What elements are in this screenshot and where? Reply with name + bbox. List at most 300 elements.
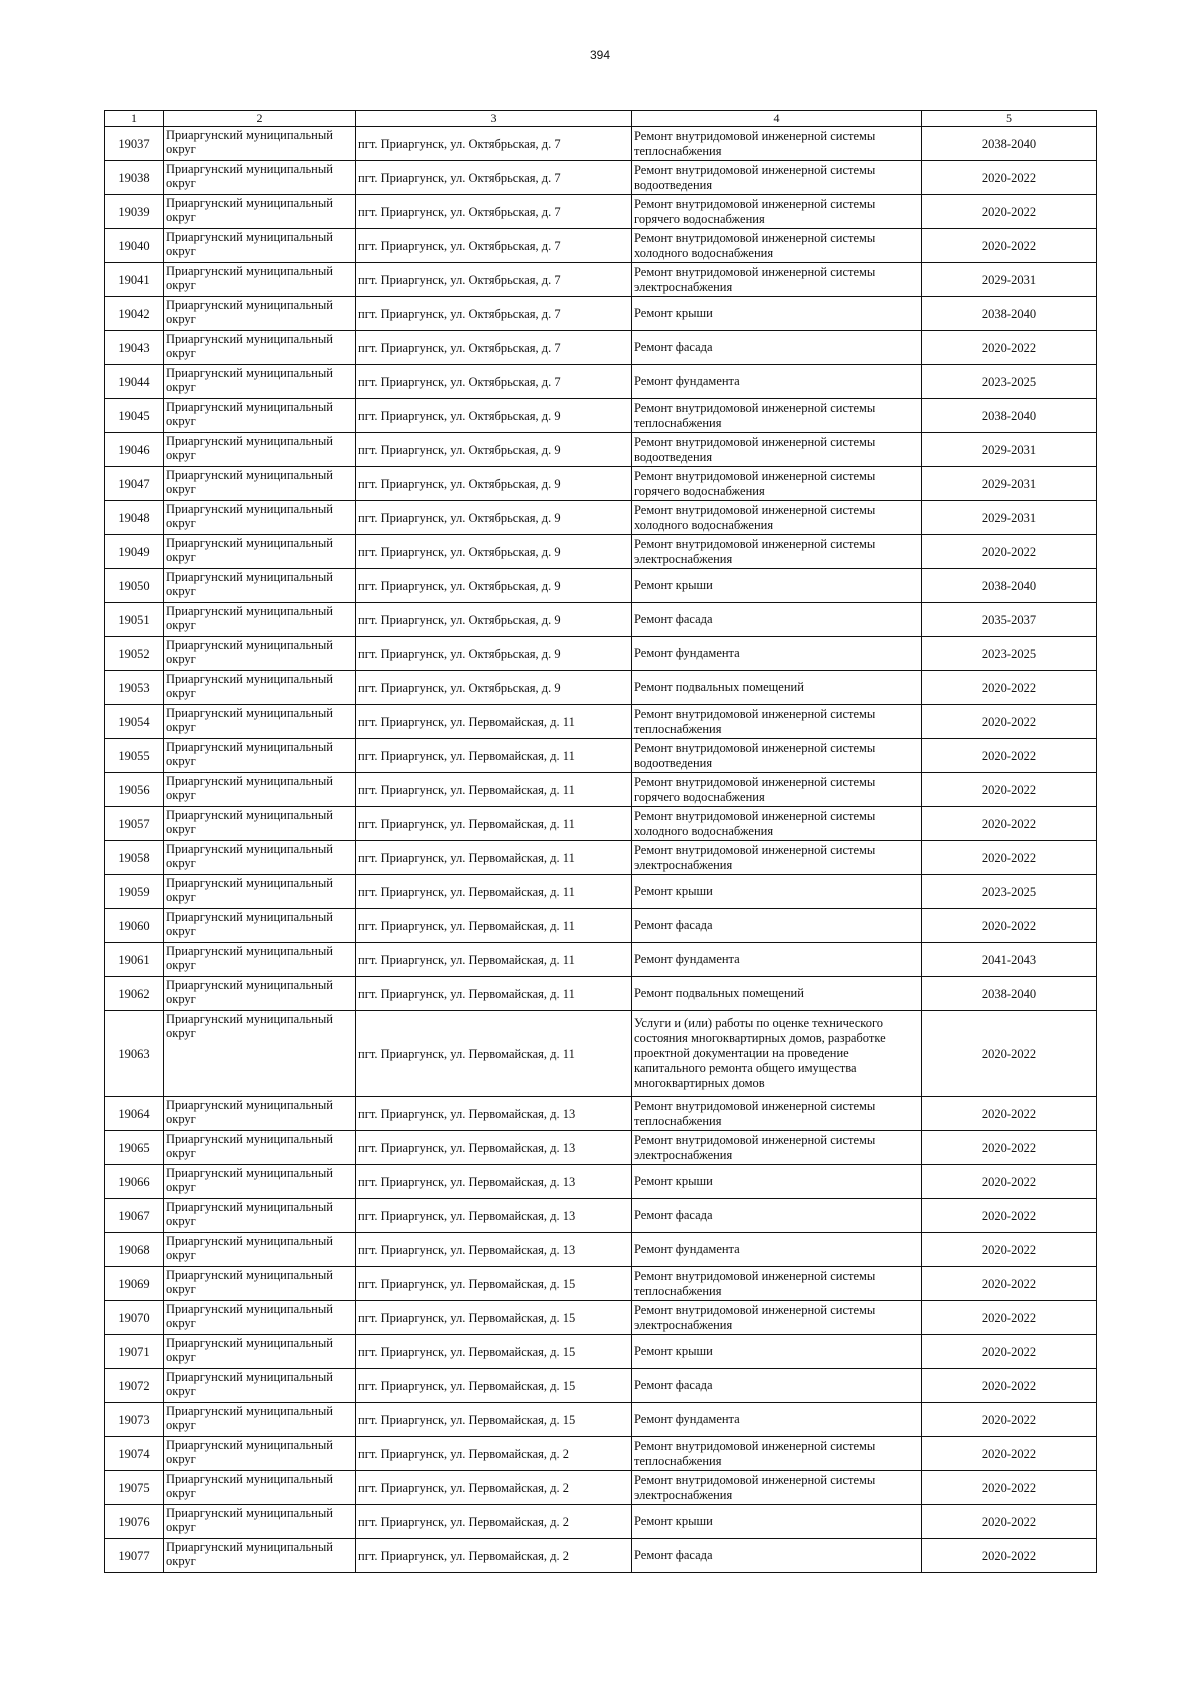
address-cell: пгт. Приаргунск, ул. Октябрьская, д. 9 <box>356 671 632 705</box>
header-col-5: 5 <box>922 111 1097 127</box>
municipality-line-2: округ <box>166 584 196 598</box>
address-cell: пгт. Приаргунск, ул. Октябрьская, д. 7 <box>356 229 632 263</box>
municipality-line-1: Приаргунский муниципальный <box>166 1098 333 1112</box>
address-cell: пгт. Приаргунск, ул. Первомайская, д. 11 <box>356 705 632 739</box>
municipality-line-2: округ <box>166 1350 196 1364</box>
work-type-cell: Ремонт внутридомовой инженерной системы водоотведения <box>632 433 922 467</box>
municipality-line-2: округ <box>166 652 196 666</box>
address-cell: пгт. Приаргунск, ул. Первомайская, д. 15 <box>356 1335 632 1369</box>
table-row <box>105 467 1097 501</box>
address-cell: пгт. Приаргунск, ул. Первомайская, д. 11 <box>356 739 632 773</box>
row-number-cell: 19069 <box>105 1267 164 1301</box>
municipality-line-1: Приаргунский муниципальный <box>166 570 333 584</box>
row-number-cell: 19067 <box>105 1199 164 1233</box>
address-cell: пгт. Приаргунск, ул. Октябрьская, д. 7 <box>356 331 632 365</box>
row-number-cell: 19076 <box>105 1505 164 1539</box>
municipality-line-2: округ <box>166 346 196 360</box>
address-cell: пгт. Приаргунск, ул. Октябрьская, д. 9 <box>356 535 632 569</box>
period-cell: 2020-2022 <box>922 841 1097 875</box>
row-number-cell: 19049 <box>105 535 164 569</box>
row-number-cell: 19056 <box>105 773 164 807</box>
municipality-cell <box>164 1267 356 1301</box>
municipality-line-1: Приаргунский муниципальный <box>166 1438 333 1452</box>
municipality-line-2: округ <box>166 142 196 156</box>
period-cell: 2020-2022 <box>922 195 1097 229</box>
work-type-cell: Ремонт подвальных помещений <box>632 671 922 705</box>
period-cell: 2020-2022 <box>922 161 1097 195</box>
work-type-cell: Ремонт фасада <box>632 1199 922 1233</box>
municipality-line-2: округ <box>166 924 196 938</box>
municipality-line-2: округ <box>166 1248 196 1262</box>
row-number-cell: 19040 <box>105 229 164 263</box>
municipality-line-1: Приаргунский муниципальный <box>166 1132 333 1146</box>
work-type-cell: Ремонт крыши <box>632 569 922 603</box>
row-number-cell: 19061 <box>105 943 164 977</box>
row-number-cell: 19057 <box>105 807 164 841</box>
address-cell: пгт. Приаргунск, ул. Первомайская, д. 11 <box>356 807 632 841</box>
municipality-line-2: округ <box>166 788 196 802</box>
municipality-line-2: округ <box>166 1146 196 1160</box>
row-number-cell: 19048 <box>105 501 164 535</box>
table-row <box>105 739 1097 773</box>
municipality-cell <box>164 739 356 773</box>
table-row <box>105 1505 1097 1539</box>
municipality-cell <box>164 1437 356 1471</box>
address-cell: пгт. Приаргунск, ул. Первомайская, д. 2 <box>356 1539 632 1573</box>
municipality-line-2: округ <box>166 550 196 564</box>
row-number-cell: 19072 <box>105 1369 164 1403</box>
address-cell: пгт. Приаргунск, ул. Октябрьская, д. 7 <box>356 127 632 161</box>
municipality-line-1: Приаргунский муниципальный <box>166 298 333 312</box>
period-cell: 2020-2022 <box>922 1301 1097 1335</box>
work-type-cell: Ремонт внутридомовой инженерной системы электроснабжения <box>632 1471 922 1505</box>
work-type-cell: Ремонт внутридомовой инженерной системы электроснабжения <box>632 1131 922 1165</box>
municipality-line-1: Приаргунский муниципальный <box>166 400 333 414</box>
period-cell: 2020-2022 <box>922 739 1097 773</box>
row-number-cell: 19054 <box>105 705 164 739</box>
work-type-cell: Ремонт крыши <box>632 1335 922 1369</box>
period-cell: 2020-2022 <box>922 1131 1097 1165</box>
municipality-line-2: округ <box>166 754 196 768</box>
municipality-line-2: округ <box>166 210 196 224</box>
row-number-cell: 19070 <box>105 1301 164 1335</box>
address-cell: пгт. Приаргунск, ул. Первомайская, д. 11 <box>356 977 632 1011</box>
row-number-cell: 19077 <box>105 1539 164 1573</box>
address-cell: пгт. Приаргунск, ул. Октябрьская, д. 9 <box>356 433 632 467</box>
table-row <box>105 1011 1097 1097</box>
municipality-cell <box>164 1539 356 1573</box>
row-number-cell: 19060 <box>105 909 164 943</box>
municipality-line-1: Приаргунский муниципальный <box>166 366 333 380</box>
municipality-line-1: Приаргунский муниципальный <box>166 1234 333 1248</box>
work-type-cell: Ремонт фундамента <box>632 637 922 671</box>
work-type-cell: Ремонт фасада <box>632 603 922 637</box>
works-table <box>104 110 1097 1573</box>
municipality-cell <box>164 943 356 977</box>
address-cell: пгт. Приаргунск, ул. Первомайская, д. 13 <box>356 1233 632 1267</box>
municipality-line-1: Приаргунский муниципальный <box>166 876 333 890</box>
table-row <box>105 943 1097 977</box>
work-type-cell: Ремонт подвальных помещений <box>632 977 922 1011</box>
municipality-line-1: Приаргунский муниципальный <box>166 604 333 618</box>
table-row <box>105 1165 1097 1199</box>
work-type-cell: Ремонт фасада <box>632 1539 922 1573</box>
table-row <box>105 671 1097 705</box>
header-col-2: 2 <box>164 111 356 127</box>
table-row <box>105 331 1097 365</box>
row-number-cell: 19058 <box>105 841 164 875</box>
period-cell: 2020-2022 <box>922 1437 1097 1471</box>
period-cell: 2029-2031 <box>922 501 1097 535</box>
municipality-cell <box>164 433 356 467</box>
municipality-line-2: округ <box>166 482 196 496</box>
municipality-line-1: Приаргунский муниципальный <box>166 638 333 652</box>
municipality-line-2: округ <box>166 992 196 1006</box>
table-row <box>105 1233 1097 1267</box>
municipality-cell <box>164 1505 356 1539</box>
row-number-cell: 19037 <box>105 127 164 161</box>
municipality-cell <box>164 1199 356 1233</box>
municipality-line-2: округ <box>166 1520 196 1534</box>
municipality-cell <box>164 161 356 195</box>
header-col-3: 3 <box>356 111 632 127</box>
work-type-cell: Ремонт внутридомовой инженерной системы теплоснабжения <box>632 1437 922 1471</box>
municipality-cell <box>164 1131 356 1165</box>
table-row <box>105 637 1097 671</box>
municipality-line-2: округ <box>166 1316 196 1330</box>
table-row <box>105 1403 1097 1437</box>
municipality-cell <box>164 229 356 263</box>
period-cell: 2038-2040 <box>922 297 1097 331</box>
address-cell: пгт. Приаргунск, ул. Первомайская, д. 11 <box>356 841 632 875</box>
work-type-cell: Ремонт крыши <box>632 1165 922 1199</box>
period-cell: 2035-2037 <box>922 603 1097 637</box>
row-number-cell: 19053 <box>105 671 164 705</box>
work-type-cell: Ремонт фундамента <box>632 365 922 399</box>
work-type-cell: Ремонт фундамента <box>632 943 922 977</box>
period-cell: 2038-2040 <box>922 977 1097 1011</box>
table-row <box>105 1471 1097 1505</box>
address-cell: пгт. Приаргунск, ул. Октябрьская, д. 7 <box>356 195 632 229</box>
address-cell: пгт. Приаргунск, ул. Октябрьская, д. 9 <box>356 501 632 535</box>
municipality-line-2: округ <box>166 278 196 292</box>
row-number-cell: 19063 <box>105 1011 164 1097</box>
row-number-cell: 19046 <box>105 433 164 467</box>
municipality-cell <box>164 773 356 807</box>
table-row <box>105 399 1097 433</box>
period-cell: 2029-2031 <box>922 467 1097 501</box>
municipality-cell <box>164 637 356 671</box>
municipality-line-1: Приаргунский муниципальный <box>166 672 333 686</box>
row-number-cell: 19062 <box>105 977 164 1011</box>
period-cell: 2020-2022 <box>922 1165 1097 1199</box>
row-number-cell: 19064 <box>105 1097 164 1131</box>
address-cell: пгт. Приаргунск, ул. Первомайская, д. 11 <box>356 875 632 909</box>
municipality-line-2: округ <box>166 448 196 462</box>
municipality-line-1: Приаргунский муниципальный <box>166 434 333 448</box>
table-row <box>105 841 1097 875</box>
period-cell: 2020-2022 <box>922 1539 1097 1573</box>
address-cell: пгт. Приаргунск, ул. Первомайская, д. 2 <box>356 1437 632 1471</box>
period-cell: 2041-2043 <box>922 943 1097 977</box>
municipality-line-2: округ <box>166 1282 196 1296</box>
municipality-cell <box>164 841 356 875</box>
period-cell: 2023-2025 <box>922 875 1097 909</box>
municipality-line-1: Приаргунский муниципальный <box>166 162 333 176</box>
address-cell: пгт. Приаргунск, ул. Первомайская, д. 15 <box>356 1369 632 1403</box>
period-cell: 2020-2022 <box>922 1233 1097 1267</box>
address-cell: пгт. Приаргунск, ул. Октябрьская, д. 7 <box>356 365 632 399</box>
municipality-cell <box>164 1335 356 1369</box>
municipality-line-1: Приаргунский муниципальный <box>166 502 333 516</box>
work-type-cell: Ремонт внутридомовой инженерной системы водоотведения <box>632 739 922 773</box>
row-number-cell: 19047 <box>105 467 164 501</box>
municipality-line-1: Приаргунский муниципальный <box>166 740 333 754</box>
municipality-cell <box>164 365 356 399</box>
address-cell: пгт. Приаргунск, ул. Первомайская, д. 15 <box>356 1403 632 1437</box>
work-type-cell: Ремонт внутридомовой инженерной системы холодного водоснабжения <box>632 229 922 263</box>
municipality-cell <box>164 467 356 501</box>
table-row <box>105 1539 1097 1573</box>
row-number-cell: 19075 <box>105 1471 164 1505</box>
municipality-line-1: Приаргунский муниципальный <box>166 1268 333 1282</box>
table-row <box>105 161 1097 195</box>
municipality-cell <box>164 705 356 739</box>
work-type-cell: Ремонт крыши <box>632 875 922 909</box>
municipality-line-2: округ <box>166 1026 196 1040</box>
municipality-cell <box>164 297 356 331</box>
address-cell: пгт. Приаргунск, ул. Первомайская, д. 13 <box>356 1097 632 1131</box>
row-number-cell: 19044 <box>105 365 164 399</box>
table-row <box>105 603 1097 637</box>
municipality-line-1: Приаргунский муниципальный <box>166 1200 333 1214</box>
period-cell: 2020-2022 <box>922 807 1097 841</box>
municipality-line-1: Приаргунский муниципальный <box>166 910 333 924</box>
address-cell: пгт. Приаргунск, ул. Октябрьская, д. 7 <box>356 297 632 331</box>
table-row <box>105 1097 1097 1131</box>
table-row <box>105 1267 1097 1301</box>
row-number-cell: 19052 <box>105 637 164 671</box>
work-type-cell: Ремонт внутридомовой инженерной системы теплоснабжения <box>632 127 922 161</box>
period-cell: 2023-2025 <box>922 637 1097 671</box>
address-cell: пгт. Приаргунск, ул. Первомайская, д. 15 <box>356 1267 632 1301</box>
municipality-line-2: округ <box>166 1452 196 1466</box>
municipality-line-1: Приаргунский муниципальный <box>166 706 333 720</box>
address-cell: пгт. Приаргунск, ул. Первомайская, д. 13 <box>356 1165 632 1199</box>
work-type-cell: Ремонт внутридомовой инженерной системы теплоснабжения <box>632 1267 922 1301</box>
work-type-cell: Ремонт внутридомовой инженерной системы холодного водоснабжения <box>632 501 922 535</box>
municipality-line-1: Приаргунский муниципальный <box>166 1166 333 1180</box>
row-number-cell: 19071 <box>105 1335 164 1369</box>
table-row <box>105 773 1097 807</box>
work-type-cell: Ремонт крыши <box>632 297 922 331</box>
row-number-cell: 19041 <box>105 263 164 297</box>
period-cell: 2020-2022 <box>922 1011 1097 1097</box>
municipality-cell <box>164 671 356 705</box>
municipality-cell <box>164 1097 356 1131</box>
municipality-line-2: округ <box>166 312 196 326</box>
address-cell: пгт. Приаргунск, ул. Октябрьская, д. 9 <box>356 569 632 603</box>
address-cell: пгт. Приаргунск, ул. Октябрьская, д. 9 <box>356 399 632 433</box>
period-cell: 2038-2040 <box>922 127 1097 161</box>
row-number-cell: 19051 <box>105 603 164 637</box>
page-number: 394 <box>589 48 611 62</box>
table-row <box>105 1301 1097 1335</box>
header-col-4: 4 <box>632 111 922 127</box>
municipality-line-1: Приаргунский муниципальный <box>166 332 333 346</box>
table-row <box>105 1369 1097 1403</box>
table-row <box>105 229 1097 263</box>
table-row <box>105 535 1097 569</box>
municipality-line-1: Приаргунский муниципальный <box>166 128 333 142</box>
work-type-cell: Ремонт внутридомовой инженерной системы водоотведения <box>632 161 922 195</box>
municipality-line-1: Приаргунский муниципальный <box>166 230 333 244</box>
table-row <box>105 297 1097 331</box>
municipality-cell <box>164 569 356 603</box>
period-cell: 2029-2031 <box>922 433 1097 467</box>
municipality-cell <box>164 399 356 433</box>
municipality-line-2: округ <box>166 1418 196 1432</box>
municipality-line-2: округ <box>166 1112 196 1126</box>
work-type-cell: Ремонт внутридомовой инженерной системы теплоснабжения <box>632 1097 922 1131</box>
municipality-line-1: Приаргунский муниципальный <box>166 1472 333 1486</box>
municipality-line-1: Приаргунский муниципальный <box>166 978 333 992</box>
municipality-line-2: округ <box>166 1384 196 1398</box>
period-cell: 2020-2022 <box>922 535 1097 569</box>
table-row <box>105 1437 1097 1471</box>
municipality-line-2: округ <box>166 686 196 700</box>
table-row <box>105 501 1097 535</box>
municipality-line-2: округ <box>166 516 196 530</box>
municipality-line-2: округ <box>166 1554 196 1568</box>
period-cell: 2020-2022 <box>922 909 1097 943</box>
table-row <box>105 127 1097 161</box>
address-cell: пгт. Приаргунск, ул. Первомайская, д. 11 <box>356 1011 632 1097</box>
work-type-cell: Ремонт внутридомовой инженерной системы теплоснабжения <box>632 399 922 433</box>
municipality-line-2: округ <box>166 1180 196 1194</box>
municipality-line-1: Приаргунский муниципальный <box>166 196 333 210</box>
municipality-line-2: округ <box>166 1486 196 1500</box>
municipality-line-1: Приаргунский муниципальный <box>166 1012 333 1026</box>
municipality-line-1: Приаргунский муниципальный <box>166 842 333 856</box>
municipality-cell <box>164 331 356 365</box>
municipality-cell <box>164 1403 356 1437</box>
table-row <box>105 1131 1097 1165</box>
municipality-cell <box>164 501 356 535</box>
municipality-line-2: округ <box>166 414 196 428</box>
row-number-cell: 19043 <box>105 331 164 365</box>
period-cell: 2020-2022 <box>922 1267 1097 1301</box>
municipality-line-2: округ <box>166 176 196 190</box>
work-type-cell: Услуги и (или) работы по оценке технического состояния многоквартирных домов, разработке проектной документации на проведение капитального ремонта общего имущества многоквартирных домов <box>632 1011 922 1097</box>
municipality-line-1: Приаргунский муниципальный <box>166 1540 333 1554</box>
header-col-1: 1 <box>105 111 164 127</box>
address-cell: пгт. Приаргунск, ул. Первомайская, д. 11 <box>356 909 632 943</box>
table-row <box>105 365 1097 399</box>
address-cell: пгт. Приаргунск, ул. Первомайская, д. 13 <box>356 1199 632 1233</box>
municipality-line-2: округ <box>166 244 196 258</box>
municipality-cell <box>164 977 356 1011</box>
table-row <box>105 705 1097 739</box>
row-number-cell: 19068 <box>105 1233 164 1267</box>
row-number-cell: 19074 <box>105 1437 164 1471</box>
address-cell: пгт. Приаргунск, ул. Первомайская, д. 11 <box>356 773 632 807</box>
period-cell: 2020-2022 <box>922 1369 1097 1403</box>
municipality-cell <box>164 909 356 943</box>
table-row <box>105 263 1097 297</box>
work-type-cell: Ремонт фасада <box>632 1369 922 1403</box>
municipality-cell <box>164 603 356 637</box>
municipality-line-1: Приаргунский муниципальный <box>166 1506 333 1520</box>
address-cell: пгт. Приаргунск, ул. Первомайская, д. 11 <box>356 943 632 977</box>
work-type-cell: Ремонт крыши <box>632 1505 922 1539</box>
period-cell: 2020-2022 <box>922 1403 1097 1437</box>
row-number-cell: 19050 <box>105 569 164 603</box>
address-cell: пгт. Приаргунск, ул. Октябрьская, д. 9 <box>356 637 632 671</box>
row-number-cell: 19045 <box>105 399 164 433</box>
period-cell: 2020-2022 <box>922 671 1097 705</box>
table-row <box>105 569 1097 603</box>
address-cell: пгт. Приаргунск, ул. Первомайская, д. 2 <box>356 1471 632 1505</box>
municipality-cell <box>164 127 356 161</box>
row-number-cell: 19039 <box>105 195 164 229</box>
municipality-cell <box>164 195 356 229</box>
work-type-cell: Ремонт внутридомовой инженерной системы горячего водоснабжения <box>632 195 922 229</box>
work-type-cell: Ремонт фасада <box>632 331 922 365</box>
period-cell: 2020-2022 <box>922 773 1097 807</box>
municipality-line-1: Приаргунский муниципальный <box>166 1370 333 1384</box>
table-row <box>105 875 1097 909</box>
period-cell: 2020-2022 <box>922 1505 1097 1539</box>
municipality-cell <box>164 1301 356 1335</box>
period-cell: 2020-2022 <box>922 331 1097 365</box>
row-number-cell: 19073 <box>105 1403 164 1437</box>
work-type-cell: Ремонт внутридомовой инженерной системы электроснабжения <box>632 263 922 297</box>
work-type-cell: Ремонт внутридомовой инженерной системы теплоснабжения <box>632 705 922 739</box>
municipality-line-2: округ <box>166 720 196 734</box>
header-row <box>105 111 1097 127</box>
address-cell: пгт. Приаргунск, ул. Первомайская, д. 2 <box>356 1505 632 1539</box>
municipality-line-1: Приаргунский муниципальный <box>166 468 333 482</box>
table-row <box>105 909 1097 943</box>
row-number-cell: 19042 <box>105 297 164 331</box>
work-type-cell: Ремонт внутридомовой инженерной системы электроснабжения <box>632 1301 922 1335</box>
work-type-cell: Ремонт внутридомовой инженерной системы горячего водоснабжения <box>632 467 922 501</box>
row-number-cell: 19059 <box>105 875 164 909</box>
table-row <box>105 1335 1097 1369</box>
period-cell: 2023-2025 <box>922 365 1097 399</box>
period-cell: 2020-2022 <box>922 1471 1097 1505</box>
table-row <box>105 433 1097 467</box>
period-cell: 2038-2040 <box>922 569 1097 603</box>
municipality-line-1: Приаргунский муниципальный <box>166 808 333 822</box>
work-type-cell: Ремонт внутридомовой инженерной системы холодного водоснабжения <box>632 807 922 841</box>
period-cell: 2020-2022 <box>922 229 1097 263</box>
table-row <box>105 195 1097 229</box>
municipality-line-1: Приаргунский муниципальный <box>166 944 333 958</box>
row-number-cell: 19066 <box>105 1165 164 1199</box>
work-type-cell: Ремонт внутридомовой инженерной системы электроснабжения <box>632 535 922 569</box>
municipality-cell <box>164 1165 356 1199</box>
address-cell: пгт. Приаргунск, ул. Октябрьская, д. 9 <box>356 467 632 501</box>
row-number-cell: 19065 <box>105 1131 164 1165</box>
table-row <box>105 1199 1097 1233</box>
work-type-cell: Ремонт фундамента <box>632 1233 922 1267</box>
row-number-cell: 19055 <box>105 739 164 773</box>
address-cell: пгт. Приаргунск, ул. Октябрьская, д. 7 <box>356 263 632 297</box>
municipality-line-2: округ <box>166 890 196 904</box>
period-cell: 2029-2031 <box>922 263 1097 297</box>
